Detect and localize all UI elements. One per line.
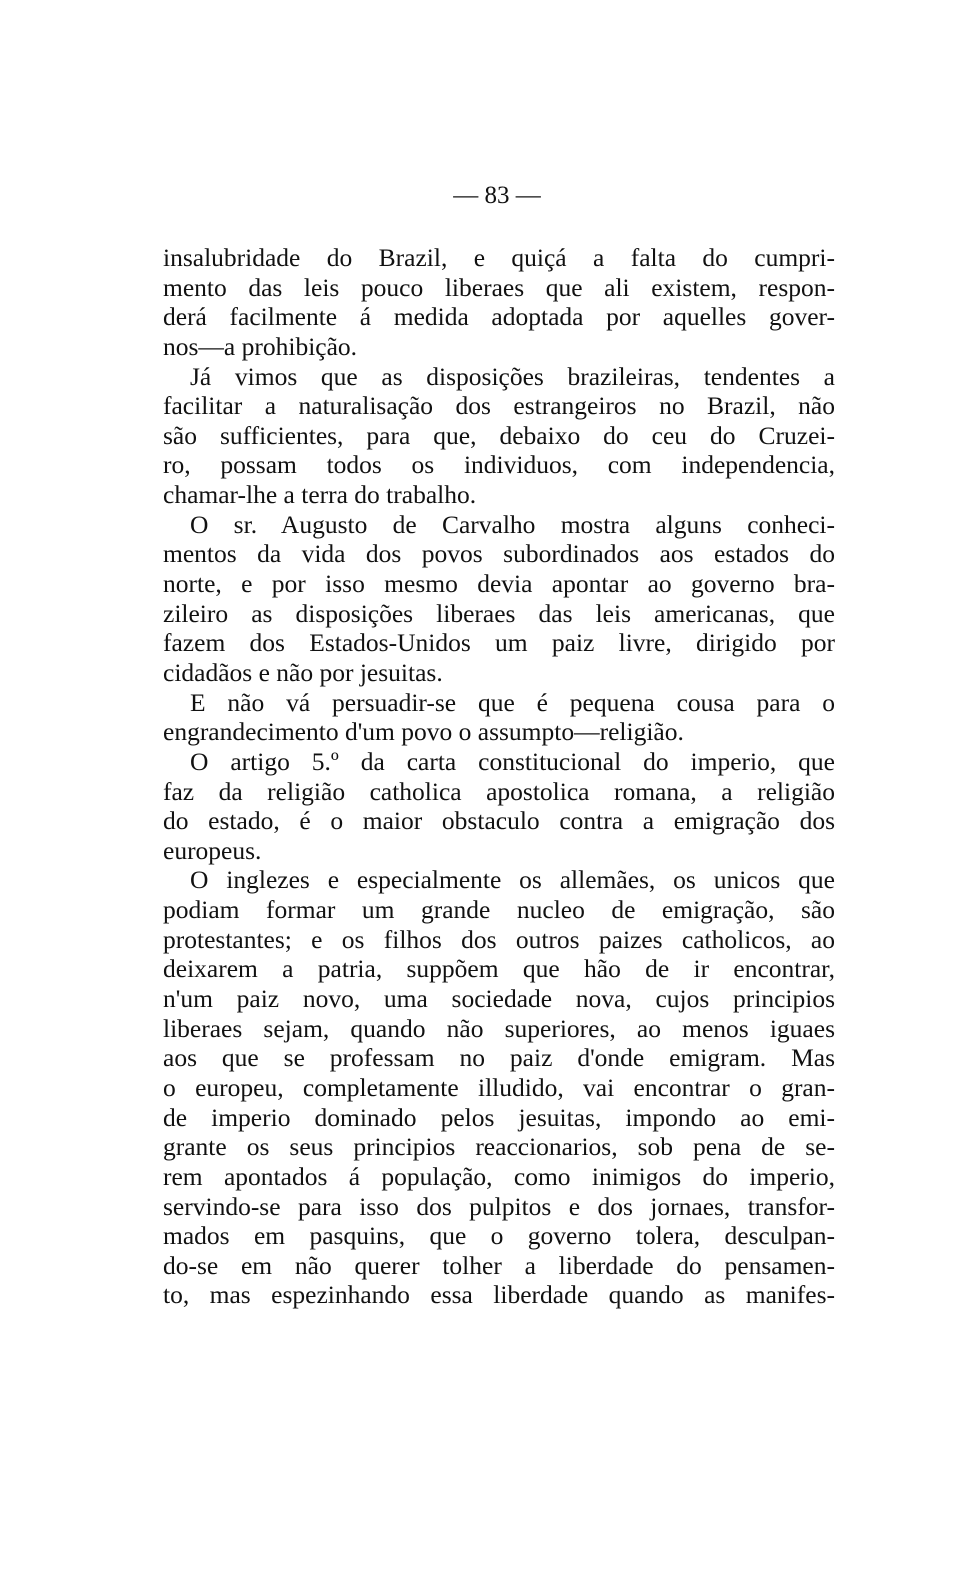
- text-line: aos que se professam no paiz d'onde emigram. Mas: [163, 1043, 835, 1073]
- text-line: E não vá persuadir-se que é pequena cousa para o: [190, 687, 835, 717]
- paragraph: [163, 865, 835, 1310]
- text-line: engrandecimento d'um povo o assumpto—religião.: [163, 717, 684, 747]
- text-line: derá facilmente á medida adoptada por aquelles gover-: [163, 302, 835, 332]
- text-line: mento das leis pouco liberaes que ali existem, respon-: [163, 272, 835, 302]
- body-text: [163, 243, 835, 1310]
- text-line: liberaes sejam, quando não superiores, ao menos iguaes: [163, 1013, 835, 1043]
- text-line: O inglezes e especialmente os allemães, os unicos que: [190, 865, 835, 895]
- text-line: Já vimos que as disposições brazileiras, tendentes a: [190, 361, 835, 391]
- text-line: cidadãos e não por jesuitas.: [163, 657, 443, 687]
- text-line: são sufficientes, para que, debaixo do ceu do Cruzei-: [163, 420, 835, 450]
- text-line: faz da religião catholica apostolica romana, a religião: [163, 776, 835, 806]
- text-line: mados em pasquins, que o governo tolera, desculpan-: [163, 1221, 835, 1251]
- text-line: servindo-se para isso dos pulpitos e dos jornaes, transfor-: [163, 1191, 835, 1221]
- text-line: n'um paiz novo, uma sociedade nova, cujos principios: [163, 984, 835, 1014]
- text-line: to, mas espezinhando essa liberdade quando as manifes-: [163, 1280, 835, 1310]
- text-line: protestantes; e os filhos dos outros paizes catholicos, ao: [163, 924, 835, 954]
- text-line: do estado, é o maior obstaculo contra a emigração dos: [163, 806, 835, 836]
- text-line: norte, e por isso mesmo devia apontar ao governo bra-: [163, 569, 835, 599]
- text-line: de imperio dominado pelos jesuitas, impondo ao emi-: [163, 1102, 835, 1132]
- text-line: zileiro as disposições liberaes das leis americanas, que: [163, 598, 835, 628]
- text-line: podiam formar um grande nucleo de emigração, são: [163, 895, 835, 925]
- text-line: facilitar a naturalisação dos estrangeiros no Brazil, não: [163, 391, 835, 421]
- text-line: europeus.: [163, 835, 262, 865]
- text-line: nos—a prohibição.: [163, 331, 358, 361]
- text-line: ro, possam todos os individuos, com independencia,: [163, 450, 835, 480]
- text-line: O artigo 5.º da carta constitucional do imperio, que: [190, 746, 835, 776]
- text-line: insalubridade do Brazil, e quiçá a falta do cumpri-: [163, 243, 835, 272]
- paragraph: [163, 747, 835, 866]
- text-line: do-se em não querer tolher a liberdade do pensamen-: [163, 1250, 835, 1280]
- text-line: fazem dos Estados-Unidos um paiz livre, dirigido por: [163, 628, 835, 658]
- paragraph: [163, 362, 835, 510]
- paragraph: [163, 688, 835, 747]
- text-line: o europeu, completamente illudido, vai encontrar o gran-: [163, 1072, 835, 1102]
- paragraph: [163, 510, 835, 688]
- text-line: rem apontados á população, como inimigos do imperio,: [163, 1161, 835, 1191]
- paragraph: [163, 243, 835, 362]
- text-line: mentos da vida dos povos subordinados aos estados do: [163, 539, 835, 569]
- text-line: chamar-lhe a terra do trabalho.: [163, 480, 477, 510]
- page-number: — 83 —: [453, 182, 541, 209]
- text-line: deixarem a patria, suppõem que hão de ir encontrar,: [163, 954, 835, 984]
- text-line: grante os seus principios reaccionarios, sob pena de se-: [163, 1132, 835, 1162]
- text-line: O sr. Augusto de Carvalho mostra alguns conheci-: [190, 509, 835, 539]
